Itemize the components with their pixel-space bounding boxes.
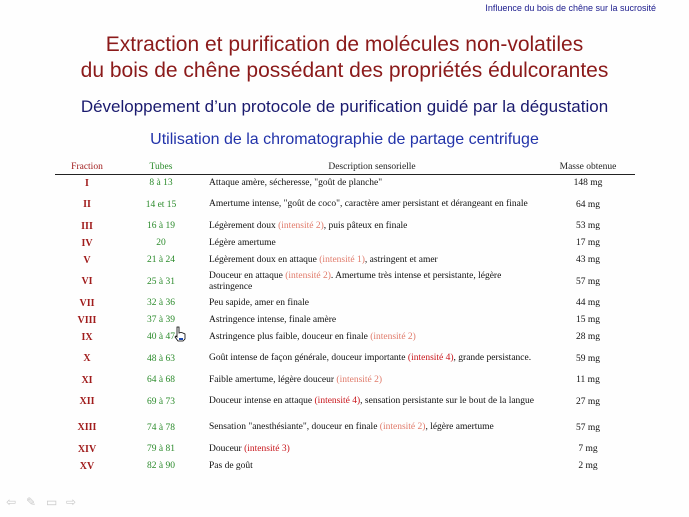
description-cell xyxy=(203,372,541,389)
fraction-cell: VIII xyxy=(77,314,97,326)
menu-icon[interactable]: ▭ xyxy=(46,495,58,509)
description-cell xyxy=(203,389,541,415)
fraction-cell: VI xyxy=(81,276,93,287)
table-row xyxy=(55,329,635,346)
tubes-cell: 25 à 31 xyxy=(147,276,175,287)
header-description: Description sensorielle xyxy=(203,160,541,175)
description-text: Astringence intense, finale amère xyxy=(209,314,337,325)
mass-cell: 44 mg xyxy=(575,298,600,308)
fraction-cell: XIV xyxy=(77,443,97,455)
description-text: , astringent et amer xyxy=(364,254,438,265)
description-text: Astringence plus faible, douceur en finale xyxy=(209,331,371,342)
table-row xyxy=(55,458,635,475)
description-text: Amertume intense, "goût de coco", caractère amer persistant et dérangeant en finale xyxy=(209,199,528,209)
slide-navigation xyxy=(6,496,78,508)
header-mass: Masse obtenue xyxy=(541,160,635,175)
tubes-cell: 16 à 19 xyxy=(147,221,175,231)
mass-cell: 27 mg xyxy=(575,396,600,407)
description-cell xyxy=(203,269,541,295)
title-line-1: Extraction et purification de molécules non-volatiles xyxy=(105,33,584,56)
description-text: Douceur en attaque xyxy=(209,270,286,281)
intensity-highlight: (intensité 4) xyxy=(314,396,361,406)
hand-pointer-icon xyxy=(173,326,187,342)
intensity-highlight: (intensité 2) xyxy=(285,270,331,281)
intensity-highlight: (intensité 2) xyxy=(336,374,383,385)
subtitle-protocol: Développement d’un protocole de purification guidé par la dégustation xyxy=(80,97,609,116)
description-cell xyxy=(203,295,541,312)
intensity-highlight: (intensité 3) xyxy=(244,443,290,454)
table-row xyxy=(55,252,635,269)
tubes-cell: 20 xyxy=(156,238,166,248)
title-line-2: du bois de chêne possédant des propriétés édulcorantes xyxy=(80,59,609,82)
mass-cell: 59 mg xyxy=(575,353,600,364)
table-row xyxy=(55,218,635,235)
intensity-highlight: (intensité 4) xyxy=(407,353,454,363)
fraction-cell: XII xyxy=(79,396,95,407)
table-row xyxy=(55,441,635,458)
description-cell xyxy=(203,312,541,329)
intensity-highlight: (intensité 2) xyxy=(370,331,416,342)
table-row xyxy=(55,175,635,192)
fraction-cell: XI xyxy=(81,374,93,386)
description-cell xyxy=(203,441,541,458)
header-note: Influence du bois de chêne sur la sucrosité xyxy=(485,3,656,13)
tubes-cell: 40 à 47 xyxy=(147,332,175,342)
description-cell xyxy=(203,175,541,192)
table-row xyxy=(55,415,635,441)
intensity-highlight: (intensité 2) xyxy=(379,422,426,432)
fractions-table xyxy=(55,160,635,475)
fraction-cell: II xyxy=(83,199,91,210)
fraction-cell: III xyxy=(81,220,93,232)
table-row xyxy=(55,312,635,329)
table-row xyxy=(55,295,635,312)
tubes-cell: 8 à 13 xyxy=(149,178,173,189)
description-cell xyxy=(203,218,541,235)
table-row xyxy=(55,346,635,372)
description-text: , puis pâteux en finale xyxy=(323,220,408,231)
fraction-cell: XV xyxy=(79,460,95,472)
mass-cell: 64 mg xyxy=(575,199,600,210)
fraction-cell: IV xyxy=(81,237,93,249)
description-text: Attaque amère, sécheresse, "goût de planche" xyxy=(209,177,383,188)
description-cell xyxy=(203,458,541,475)
mass-cell: 148 mg xyxy=(573,178,603,189)
mass-cell: 43 mg xyxy=(575,255,600,265)
description-cell xyxy=(203,235,541,252)
mass-cell: 2 mg xyxy=(578,461,598,471)
header-fraction: Fraction xyxy=(55,160,119,175)
mass-cell: 7 mg xyxy=(578,444,598,454)
description-text: , grande persistance. xyxy=(453,353,532,363)
tubes-cell: 82 à 90 xyxy=(147,461,175,471)
tubes-cell: 79 à 81 xyxy=(147,444,175,454)
table-row xyxy=(55,192,635,218)
description-text: Douceur intense en attaque xyxy=(209,396,315,406)
mass-cell: 15 mg xyxy=(575,315,600,325)
description-text: , légère amertume xyxy=(425,422,494,432)
table-row xyxy=(55,269,635,295)
tubes-cell: 48 à 63 xyxy=(147,353,175,364)
mass-cell: 57 mg xyxy=(575,276,600,287)
table-header-row xyxy=(55,160,635,175)
tubes-cell: 37 à 39 xyxy=(147,315,175,325)
table-row xyxy=(55,389,635,415)
description-cell xyxy=(203,346,541,372)
description-cell xyxy=(203,329,541,346)
intensity-highlight: (intensité 2) xyxy=(278,220,324,231)
intensity-highlight: (intensité 1) xyxy=(319,254,365,265)
tubes-cell: 32 à 36 xyxy=(147,298,175,308)
header-tubes: Tubes xyxy=(119,160,203,175)
description-cell xyxy=(203,415,541,441)
mass-cell: 17 mg xyxy=(575,238,600,248)
slide-title xyxy=(0,32,689,84)
fraction-cell: VII xyxy=(79,297,95,309)
description-text: . Amertume très intense et persistante, légère astringence xyxy=(209,270,502,292)
description-text: Peu sapide, amer en finale xyxy=(209,297,309,308)
fraction-cell: IX xyxy=(81,331,93,343)
description-text: Légèrement doux xyxy=(209,220,279,231)
tubes-cell: 69 à 73 xyxy=(147,396,175,407)
mass-cell: 28 mg xyxy=(575,332,600,342)
description-text: Goût intense de façon générale, douceur importante xyxy=(209,353,408,363)
tubes-cell: 21 à 24 xyxy=(147,255,175,265)
fraction-cell: XIII xyxy=(77,422,97,433)
subtitle-chromatography: Utilisation de la chromatographie de partage centrifuge xyxy=(150,131,539,148)
fraction-cell: X xyxy=(83,353,91,364)
pen-icon[interactable]: ✎ xyxy=(26,495,37,509)
description-text: Faible amertume, légère douceur xyxy=(209,374,337,385)
description-text: , sensation persistante sur le bout de la langue xyxy=(360,396,535,406)
description-text: Douceur xyxy=(209,443,245,454)
tubes-cell: 64 à 68 xyxy=(147,375,175,385)
description-cell xyxy=(203,192,541,218)
description-text: Sensation "anesthésiante", douceur en finale xyxy=(209,422,380,432)
description-text: Légère amertume xyxy=(209,237,276,248)
fraction-cell: V xyxy=(83,254,91,266)
tubes-cell: 14 et 15 xyxy=(145,199,177,210)
mass-cell: 53 mg xyxy=(575,221,600,231)
back-arrow-icon[interactable]: ⇦ xyxy=(6,495,17,509)
table-row xyxy=(55,235,635,252)
description-cell xyxy=(203,252,541,269)
table-row xyxy=(55,372,635,389)
mass-cell: 57 mg xyxy=(575,422,600,433)
forward-arrow-icon[interactable]: ⇨ xyxy=(66,495,77,509)
description-text: Pas de goût xyxy=(209,460,253,471)
description-text: Légèrement doux en attaque xyxy=(209,254,320,265)
fraction-cell: I xyxy=(85,177,89,189)
tubes-cell: 74 à 78 xyxy=(147,422,175,433)
mass-cell: 11 mg xyxy=(576,375,600,385)
